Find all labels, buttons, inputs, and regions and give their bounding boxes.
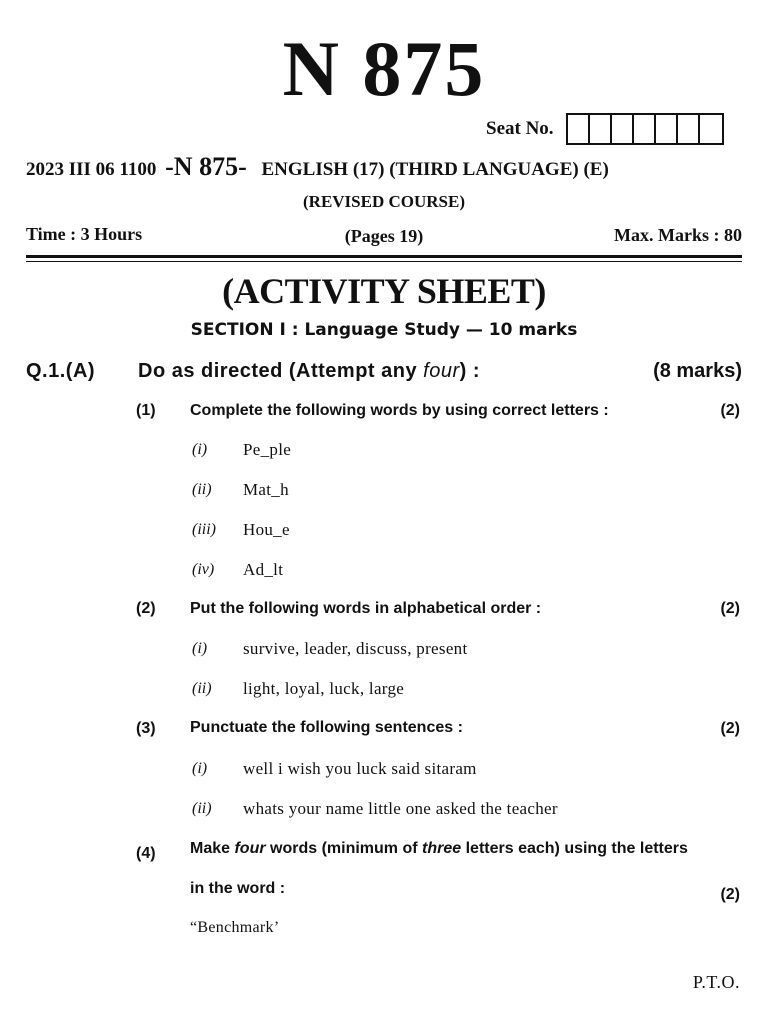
item-roman: (i)	[192, 640, 208, 657]
question-number: Q.1.(A)	[26, 360, 96, 382]
seat-box	[568, 115, 590, 143]
question-marks: (8 marks)	[653, 360, 742, 382]
page-title: (ACTIVITY SHEET)	[222, 271, 546, 311]
subquestion-number: (3)	[136, 720, 156, 737]
seat-box	[612, 115, 634, 143]
subquestion-marks: (2)	[720, 886, 740, 903]
subquestion-instruction: Punctuate the following sentences :	[190, 719, 463, 736]
subquestion-instruction: Complete the following words by using correct letters :	[190, 402, 609, 419]
seat-box	[634, 115, 656, 143]
exam-subject: ENGLISH (17) (THIRD LANGUAGE) (E)	[261, 159, 609, 180]
subquestion-number: (1)	[136, 402, 156, 419]
header-divider	[26, 255, 742, 258]
seat-box	[678, 115, 700, 143]
seat-number-boxes	[566, 113, 724, 145]
item-text: Pe_ple	[243, 440, 292, 459]
given-word: “Benchmark’	[190, 919, 280, 936]
subquestion-marks: (2)	[720, 600, 740, 617]
subquestion-instruction: Make four words (minimum of three letters each) using the letters	[190, 840, 688, 857]
item-roman: (ii)	[192, 680, 212, 697]
item-text: whats your name little one asked the teacher	[243, 799, 558, 818]
seat-box	[656, 115, 678, 143]
exam-max-marks: Max. Marks : 80	[614, 225, 742, 245]
item-roman: (ii)	[192, 800, 212, 817]
seat-box	[700, 115, 722, 143]
exam-code-line	[26, 152, 609, 182]
exam-paper-code: -N 875-	[165, 152, 247, 181]
subquestion-instruction: Put the following words in alphabetical order :	[190, 600, 542, 617]
page-turn-label: P.T.O.	[692, 972, 740, 992]
seat-number-label: Seat No.	[486, 118, 554, 139]
exam-pages: (Pages 19)	[344, 226, 424, 246]
item-roman: (iv)	[192, 561, 215, 578]
item-text: well i wish you luck said sitaram	[243, 759, 477, 778]
item-text: Hou_e	[243, 520, 290, 539]
subquestion-instruction-continued: in the word :	[190, 880, 286, 897]
question-instruction: Do as directed (Attempt any four) :	[138, 360, 481, 382]
revised-course-label: (REVISED COURSE)	[303, 192, 465, 211]
subquestion-number: (2)	[136, 600, 156, 617]
section-heading: SECTION I : Language Study — 10 marks	[190, 320, 578, 340]
item-roman: (iii)	[192, 521, 216, 538]
item-text: light, loyal, luck, large	[243, 679, 405, 698]
item-roman: (i)	[192, 760, 208, 777]
item-roman: (ii)	[192, 481, 212, 498]
exam-time: Time : 3 Hours	[26, 224, 143, 244]
subquestion-marks: (2)	[720, 402, 740, 419]
item-text: survive, leader, discuss, present	[243, 639, 468, 658]
paper-code-heading: N 875	[282, 25, 486, 112]
header-divider-thin	[26, 261, 742, 262]
item-text: Ad_lt	[243, 560, 284, 579]
subquestion-marks: (2)	[720, 720, 740, 737]
seat-box	[590, 115, 612, 143]
exam-date-code: 2023 III 06 1100	[26, 159, 157, 180]
item-roman: (i)	[192, 441, 208, 458]
subquestion-number: (4)	[136, 845, 156, 862]
item-text: Mat_h	[243, 480, 289, 499]
